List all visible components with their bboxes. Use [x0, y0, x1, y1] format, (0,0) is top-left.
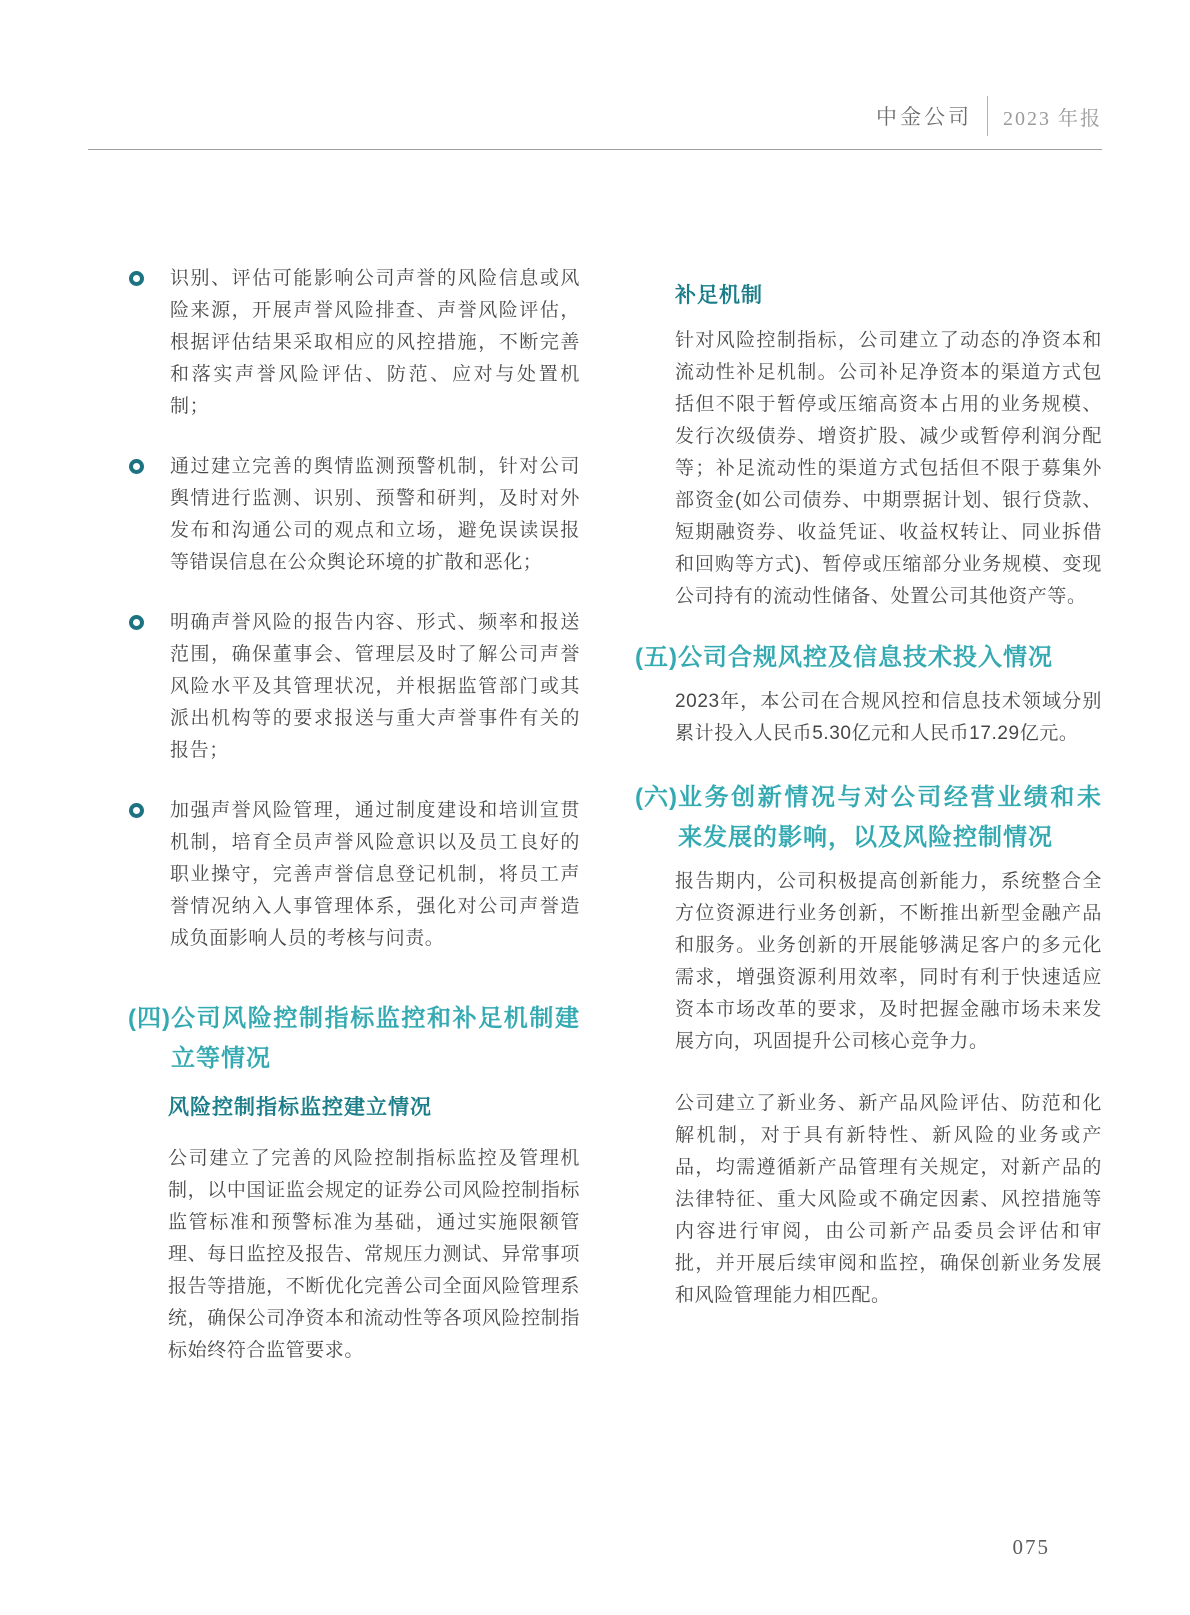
paragraph: 公司建立了新业务、新产品风险评估、防范和化解机制，对于具有新特性、新风险的业务或产品，均需遵循新产品管理有关规定，对新产品的法律特征、重大风险或不确定因素、风控措施等内容进行审阅，由公司新产品委员会评估和审批，并开展后续审阅和监控，确保创新业务发展和风险管理能力相匹配。	[675, 1093, 1102, 1306]
right-column	[635, 263, 1102, 1367]
section-title: 公司合规风控及信息技术投入情况	[677, 644, 1053, 671]
section-number: (四)	[128, 1005, 171, 1032]
header-divider	[987, 96, 988, 136]
page-number: 075	[1012, 1535, 1050, 1559]
bullet-text: 通过建立完善的舆情监测预警机制，针对公司舆情进行监测、识别、预警和研判，及时对外发布和沟通公司的观点和立场，避免误读误报等错误信息在公众舆论环境的扩散和恶化；	[170, 456, 580, 573]
section-number: (五)	[635, 644, 678, 671]
paragraph: 公司建立了完善的风险控制指标监控及管理机制，以中国证监会规定的证券公司风险控制指标监管标准和预警标准为基础，通过实施限额管理、每日监控及报告、常规压力测试、异常事项报告等措施，不断优化完善公司全面风险管理系统，确保公司净资本和流动性等各项风险控制指标始终符合监管要求。	[168, 1148, 580, 1361]
company-name: 中金公司	[876, 105, 972, 129]
page-header	[88, 96, 1102, 150]
list-item	[128, 451, 580, 579]
paragraph: 报告期内，公司积极提高创新能力，系统整合全方位资源进行业务创新，不断推出新型金融产品和服务。业务创新的开展能够满足客户的多元化需求，增强资源利用效率，同时有利于快速适应资本市场改革的要求，及时把握金融市场未来发展方向，巩固提升公司核心竞争力。	[675, 871, 1102, 1052]
paragraph: 2023年，本公司在合规风控和信息技术领域分别累计投入人民币5.30亿元和人民币17.29亿元。	[675, 691, 1102, 744]
ring-bullet-icon	[129, 615, 144, 630]
bullet-text: 明确声誉风险的报告内容、形式、频率和报送范围，确保董事会、管理层及时了解公司声誉风险水平及其管理状况，并根据监管部门或其派出机构等的要求报送与重大声誉事件有关的报告；	[170, 612, 580, 761]
left-column	[128, 263, 580, 1367]
list-item	[128, 795, 580, 955]
section-heading-6	[635, 778, 1102, 858]
section-heading-4	[128, 999, 580, 1079]
section-title: 公司风险控制指标监控和补足机制建立等情况	[170, 1005, 580, 1072]
list-item	[128, 263, 580, 423]
section-title: 业务创新情况与对公司经营业绩和未来发展的影响，以及风险控制情况	[677, 784, 1102, 851]
report-edition: 2023 年报	[1003, 107, 1102, 130]
paragraph: 针对风险控制指标，公司建立了动态的净资本和流动性补足机制。公司补足净资本的渠道方式包括但不限于暂停或压缩高资本占用的业务规模、发行次级债券、增资扩股、减少或暂停利润分配等；补足流动性的渠道方式包括但不限于募集外部资金(如公司债券、中期票据计划、银行贷款、短期融资券、收益凭证、收益权转让、同业拆借和回购等方式)、暂停或压缩部分业务规模、变现公司持有的流动性储备、处置公司其他资产等。	[675, 330, 1102, 607]
ring-bullet-icon	[129, 459, 144, 474]
list-item	[128, 607, 580, 767]
page-content	[128, 263, 1102, 1367]
ring-bullet-icon	[129, 803, 144, 818]
ring-bullet-icon	[129, 271, 144, 286]
bullet-list	[128, 263, 580, 955]
bullet-text: 加强声誉风险管理，通过制度建设和培训宣贯机制，培育全员声誉风险意识以及员工良好的职业操守，完善声誉信息登记机制，将员工声誉情况纳入人事管理体系，强化对公司声誉造成负面影响人员的考核与问责。	[170, 800, 580, 949]
sub-heading-replenishment: 补足机制	[675, 284, 763, 307]
bullet-text: 识别、评估可能影响公司声誉的风险信息或风险来源，开展声誉风险排查、声誉风险评估，根据评估结果采取相应的风控措施，不断完善和落实声誉风险评估、防范、应对与处置机制；	[170, 268, 580, 417]
section-number: (六)	[635, 784, 678, 811]
section-heading-5	[635, 638, 1102, 678]
sub-heading-risk-monitoring: 风险控制指标监控建立情况	[168, 1096, 432, 1119]
